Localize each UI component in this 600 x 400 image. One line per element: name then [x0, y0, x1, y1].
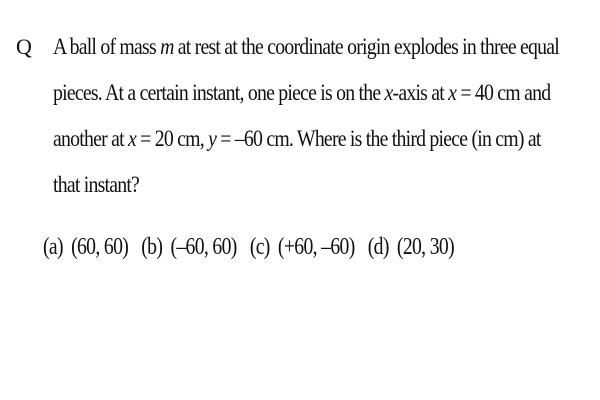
math-variable: x [384, 80, 393, 105]
option-item [43, 225, 128, 269]
option-item [250, 225, 355, 269]
question-line [53, 24, 559, 70]
question-text-segment: at rest at the coordinate origin explodes in three equal [173, 34, 559, 59]
option-label: (d) [367, 234, 389, 260]
question-text-segment: that instant? [53, 172, 140, 197]
question-text-segment: = 20 cm, [135, 126, 209, 151]
math-variable: x [127, 126, 136, 151]
math-variable: y [208, 126, 217, 151]
question-text [53, 24, 598, 208]
question-line [53, 162, 522, 208]
question-text-segment: another at [53, 126, 128, 151]
math-variable: m [160, 34, 174, 59]
math-variable: x [448, 80, 457, 105]
option-label: (c) [249, 234, 270, 260]
option-value: (+60, –60) [277, 234, 355, 260]
question-text-segment: = –60 cm. Where is the third piece (in cm) at [216, 126, 541, 151]
option-label: (a) [43, 234, 63, 260]
question-line [53, 70, 551, 116]
option-value: (60, 60) [71, 234, 129, 260]
answer-options [43, 225, 467, 269]
option-item [141, 225, 236, 269]
question-text-segment: = 40 cm and [456, 80, 551, 105]
question-text-segment: -axis at [392, 80, 449, 105]
option-value: (20, 30) [396, 234, 454, 260]
question-text-segment: pieces. At a certain instant, one piece is on the [53, 80, 385, 105]
question-label: Q [16, 34, 32, 59]
option-item [368, 225, 454, 269]
option-label: (b) [141, 234, 163, 260]
option-value: (–60, 60) [170, 234, 237, 260]
question-line [53, 116, 541, 162]
question-text-segment: A ball of mass [53, 34, 161, 59]
